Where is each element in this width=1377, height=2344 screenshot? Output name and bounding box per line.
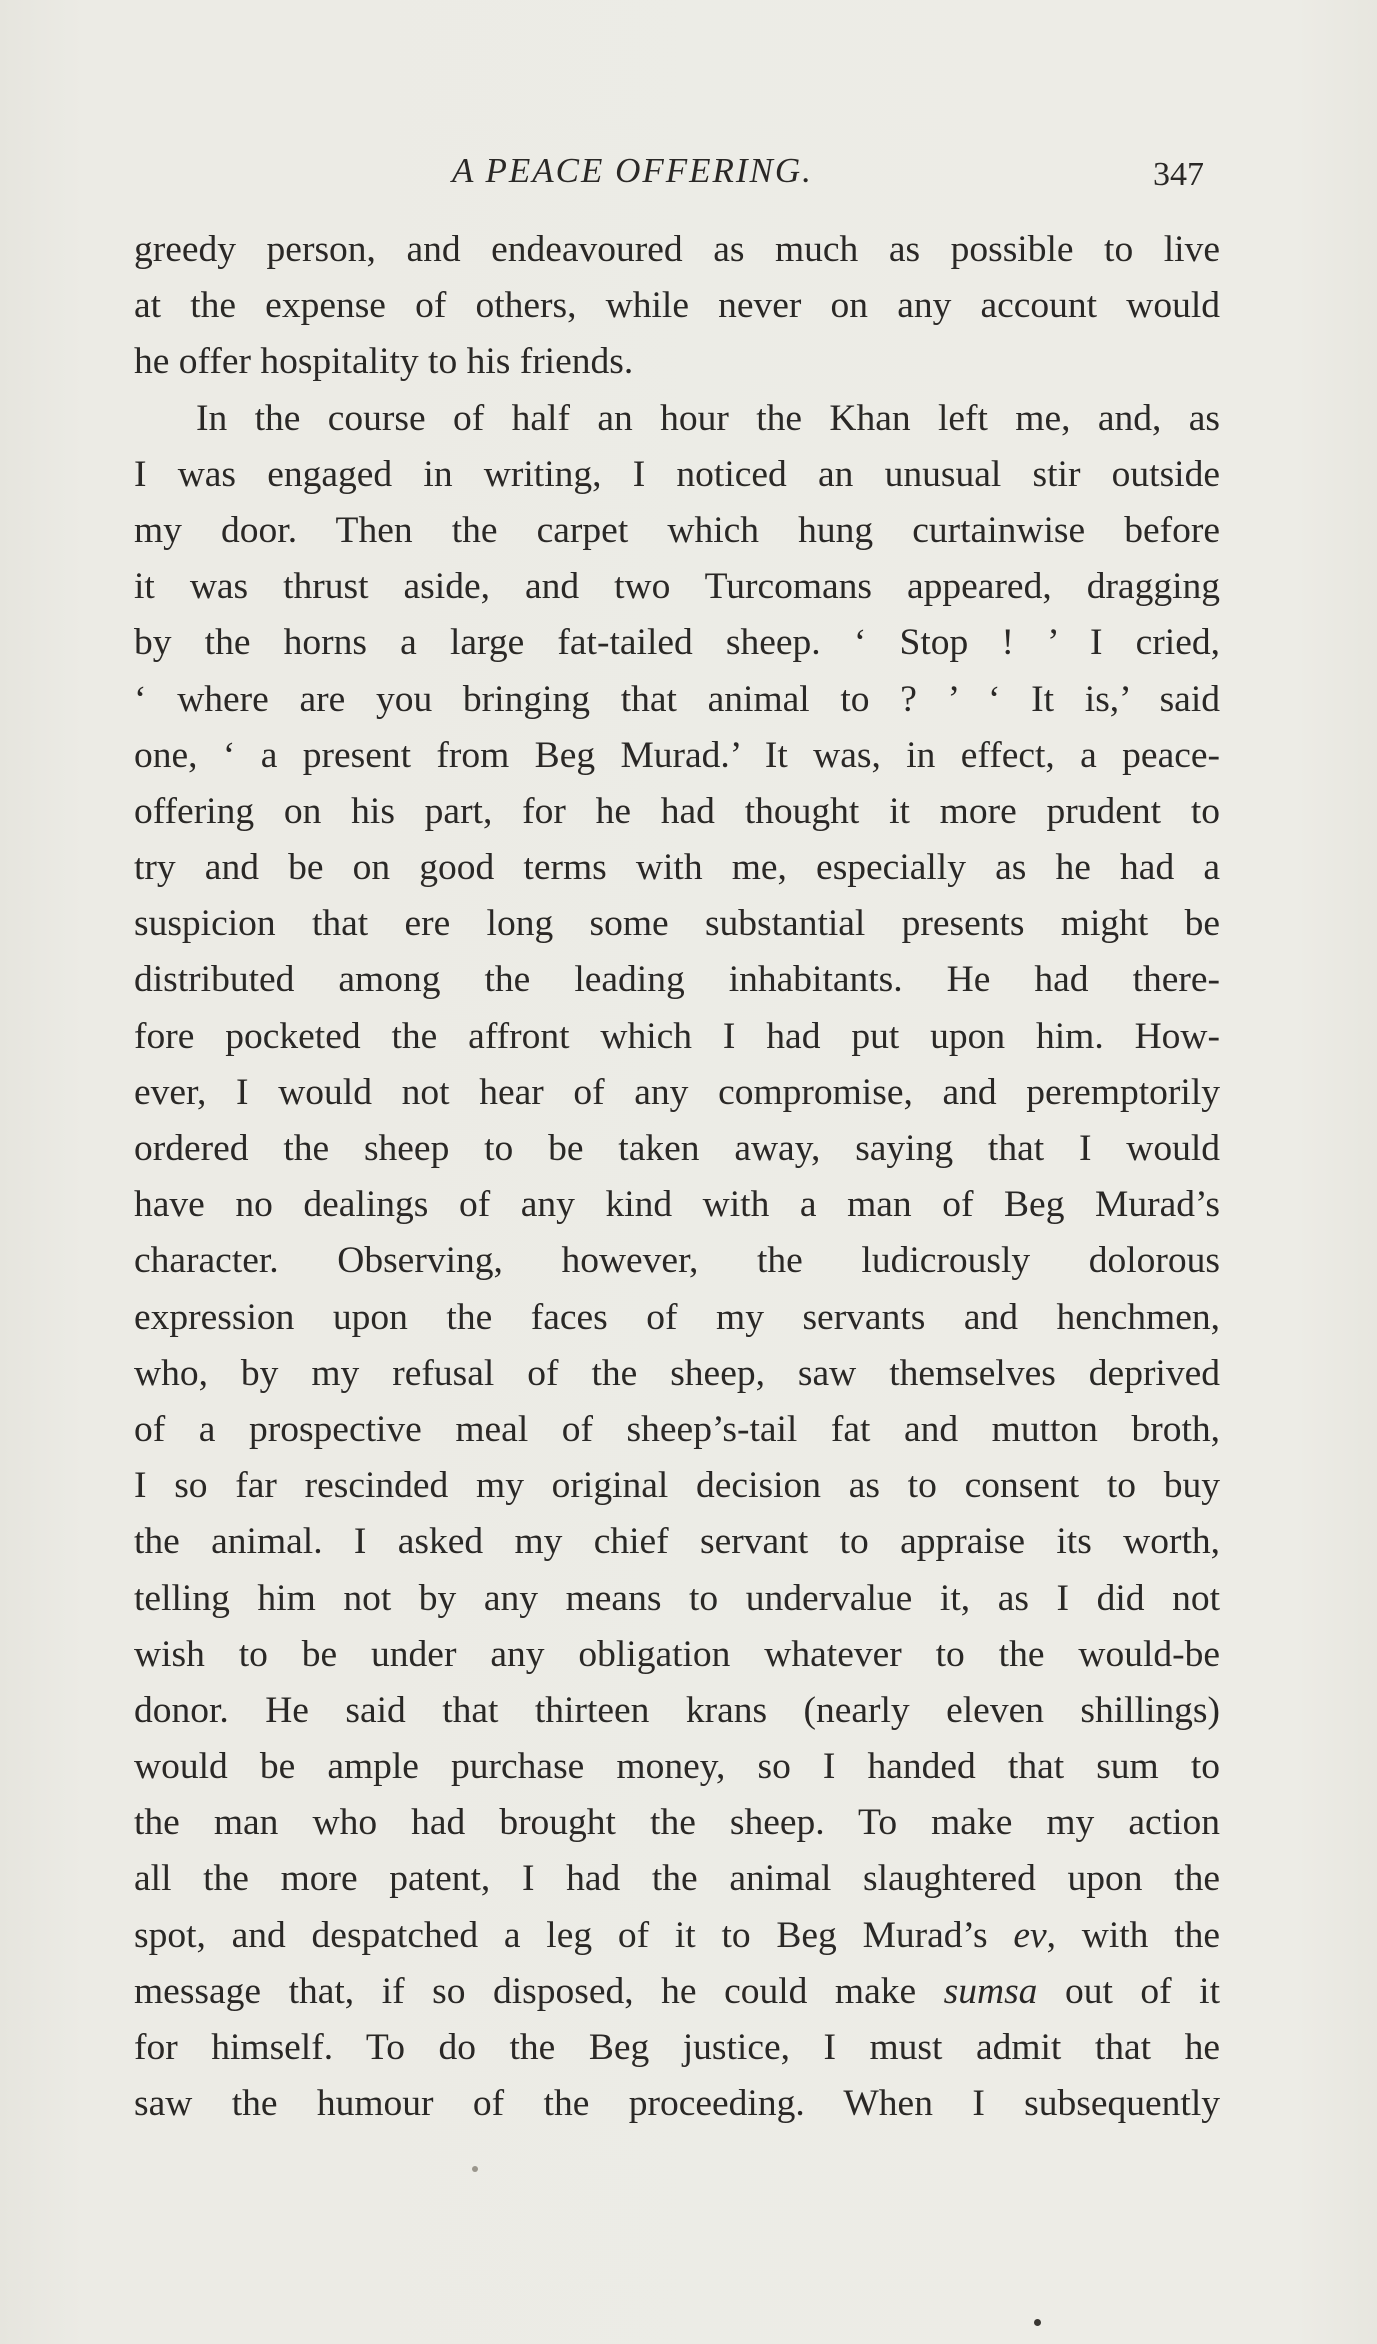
text-line: suspicion that ere long some substantial presents might be <box>134 903 1220 945</box>
text-line: he offer hospitality to his friends. <box>134 341 634 383</box>
page-number: 347 <box>1153 156 1204 193</box>
text-line: character. Observing, however, the ludicrously dolorous <box>134 1240 1220 1282</box>
text-line: the animal. I asked my chief servant to appraise its worth, <box>134 1521 1220 1563</box>
text-line: who, by my refusal of the sheep, saw themselves deprived <box>134 1352 1220 1394</box>
text-line: try and be on good terms with me, especially as he had a <box>134 847 1220 889</box>
text-line: greedy person, and endeavoured as much as possible to live <box>134 229 1220 270</box>
text-line: message that, if so disposed, he could make sumsa out of it <box>134 1970 1220 2012</box>
text-line: wish to be under any obligation whatever to the would-be <box>134 1633 1220 1675</box>
text-line: donor. He said that thirteen krans (nearly eleven shillings) <box>134 1689 1220 1731</box>
text-line: saw the humour of the proceeding. When I subsequently <box>134 2083 1220 2125</box>
text-line: it was thrust aside, and two Turcomans appeared, dragging <box>134 566 1220 608</box>
text-line: ordered the sheep to be taken away, saying that I would <box>134 1128 1220 1169</box>
text-line: distributed among the leading inhabitants. He had there- <box>134 959 1220 1001</box>
text-line: I was engaged in writing, I noticed an unusual stir outside <box>134 453 1220 495</box>
running-head <box>0 146 1377 196</box>
text-line: telling him not by any means to undervalue it, as I did not <box>134 1577 1220 1619</box>
text-line: of a prospective meal of sheep’s-tail fat and mutton broth, <box>134 1408 1220 1450</box>
text-line: I so far rescinded my original decision as to consent to buy <box>134 1465 1220 1507</box>
text-line: offering on his part, for he had thought it more prudent to <box>134 790 1220 832</box>
text-line: would be ample purchase money, so I handed that sum to <box>134 1746 1220 1788</box>
paper-speck <box>1034 2319 1041 2326</box>
body-text <box>134 222 1220 2132</box>
text-line: ‘ where are you bringing that animal to ? ’ ‘ It is,’ said <box>134 678 1220 720</box>
text-line: at the expense of others, while never on any account would <box>134 285 1220 327</box>
text-line: spot, and despatched a leg of it to Beg Murad’s ev, with the <box>134 1914 1221 1956</box>
text-line: all the more patent, I had the animal slaughtered upon the <box>134 1858 1220 1900</box>
text-line: my door. Then the carpet which hung curtainwise before <box>134 509 1220 551</box>
text-line: have no dealings of any kind with a man of Beg Murad’s <box>134 1184 1220 1226</box>
text-line: ever, I would not hear of any compromise, and peremptorily <box>134 1071 1220 1113</box>
text-line: one, ‘ a present from Beg Murad.’ It was, in effect, a peace- <box>134 734 1220 776</box>
text-line: fore pocketed the affront which I had put upon him. How- <box>134 1015 1220 1057</box>
text-line: by the horns a large fat-tailed sheep. ‘ Stop ! ’ I cried, <box>134 622 1220 664</box>
text-line: for himself. To do the Beg justice, I must admit that he <box>134 2027 1220 2068</box>
text-line: the man who had brought the sheep. To make my action <box>134 1802 1220 1844</box>
text-line: In the course of half an hour the Khan left me, and, as <box>196 397 1220 439</box>
text-line: expression upon the faces of my servants and henchmen, <box>134 1296 1220 1338</box>
paper-speck <box>472 2166 478 2172</box>
running-title: A PEACE OFFERING. <box>452 151 813 190</box>
